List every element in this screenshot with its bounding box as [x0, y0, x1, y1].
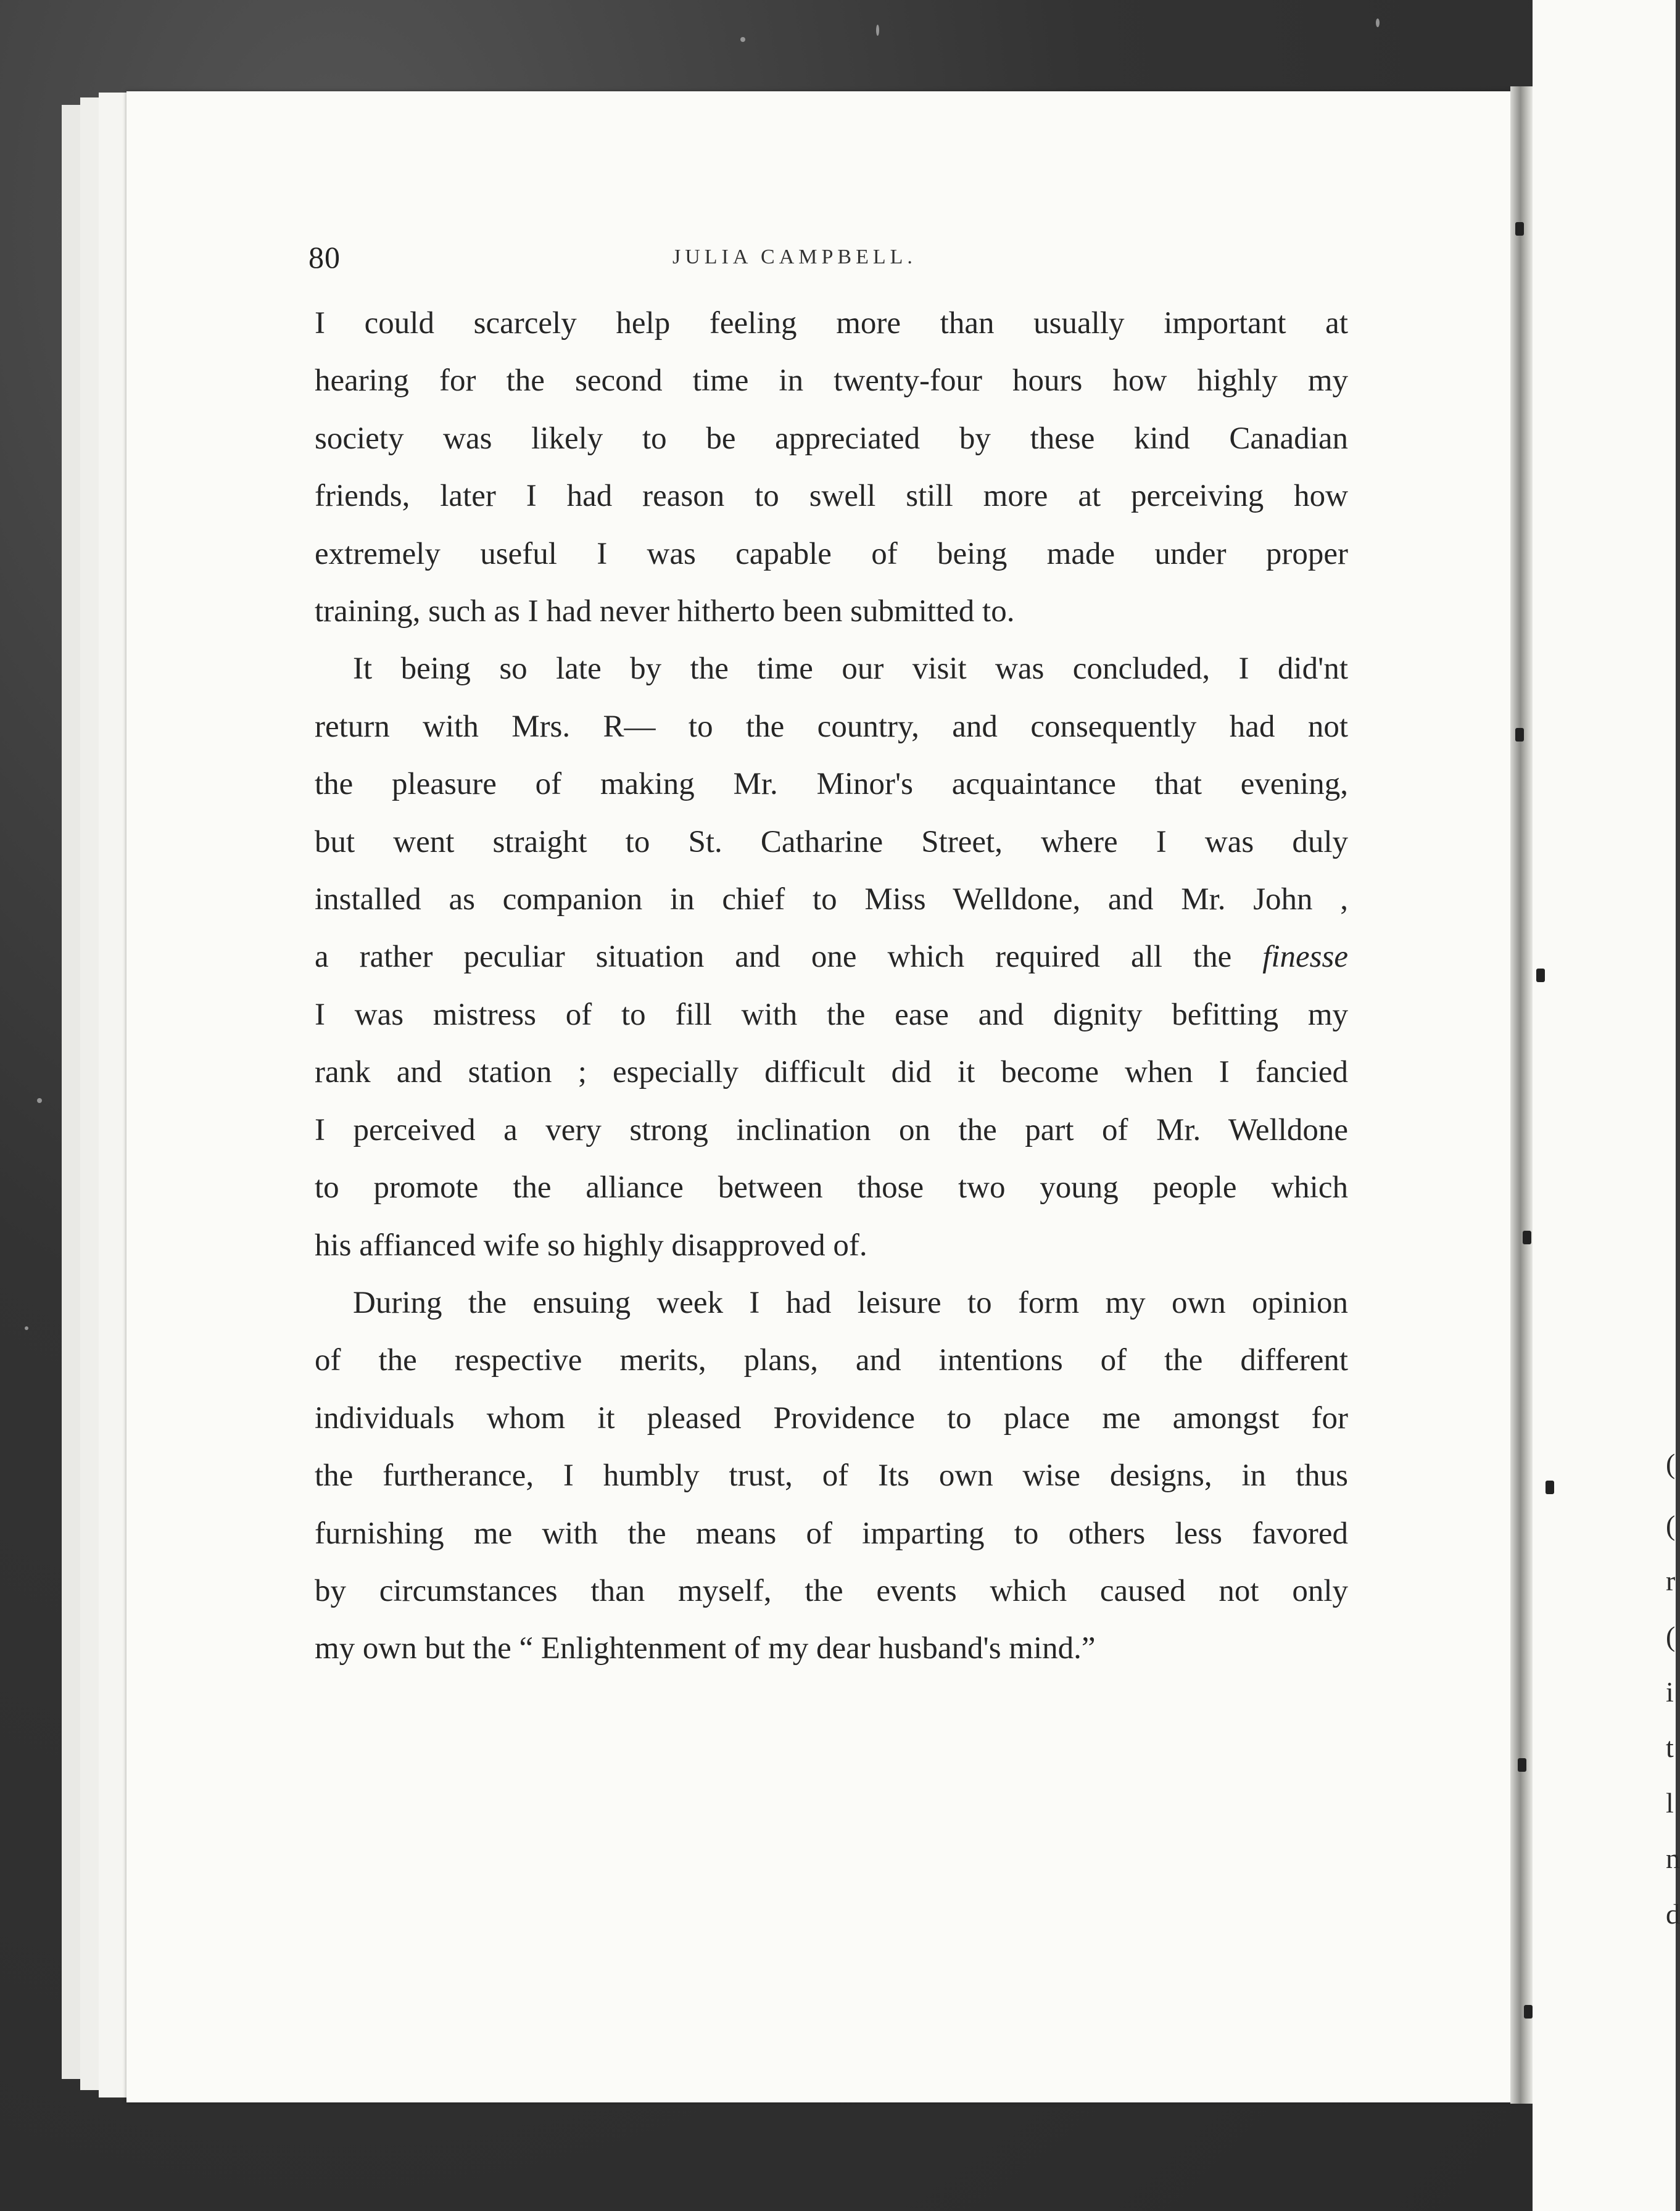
running-head: JULIA CAMPBELL.	[672, 246, 917, 268]
text-line: but went straight to St. Catharine Street, where I was duly	[315, 824, 1348, 859]
text-line: society was likely to be appreciated by these kind Canadian	[315, 421, 1348, 456]
text-line: furnishing me with the means of imparting to others less favored	[315, 1516, 1348, 1551]
dust-speck	[37, 1098, 42, 1103]
text-line: It being so late by the time our visit was concluded, I did'nt	[353, 651, 1348, 687]
text-line: hearing for the second time in twenty-four hours how highly my	[315, 363, 1348, 399]
binding-thread-mark	[1515, 728, 1524, 742]
dust-speck	[1376, 19, 1380, 27]
text-line: by circumstances than myself, the events which caused not only	[315, 1573, 1348, 1608]
facing-letter: r	[1666, 1565, 1676, 1597]
text-line: friends, later I had reason to swell still more at perceiving how	[315, 479, 1348, 514]
text-line: my own but the “ Enlightenment of my dear husband's mind.”	[315, 1631, 1096, 1666]
dust-speck	[876, 25, 879, 36]
italic-word: finesse	[1262, 940, 1348, 975]
text-line: individuals whom it pleased Providence to place me amongst for	[315, 1400, 1348, 1436]
text-line: his affianced wife so highly disapproved of.	[315, 1228, 867, 1263]
text-line: rank and station ; especially difficult did it become when I fancied	[315, 1055, 1348, 1090]
page-number: 80	[308, 240, 341, 275]
binding-thread-mark	[1518, 1758, 1526, 1772]
facing-page	[1533, 0, 1676, 2211]
binding-thread-mark	[1524, 2005, 1533, 2019]
facing-letter: d	[1666, 1898, 1680, 1930]
facing-letter: i	[1666, 1676, 1674, 1708]
text-line: the pleasure of making Mr. Minor's acquaintance that evening,	[315, 767, 1348, 802]
text-line: installed as companion in chief to Miss Welldone, and Mr. John ,	[315, 882, 1348, 917]
text-line-with-italic	[315, 928, 1348, 986]
binding-thread-mark	[1536, 969, 1545, 982]
body-text	[315, 295, 1348, 1678]
book-gutter	[1510, 86, 1533, 2104]
facing-letter: t	[1666, 1732, 1674, 1763]
text-line: the furtherance, I humbly trust, of Its own wise designs, in thus	[315, 1458, 1348, 1494]
text-line: return with Mrs. R— to the country, and consequently had not	[315, 709, 1348, 744]
text-line: training, such as I had never hitherto been submitted to.	[315, 594, 1015, 629]
dust-speck	[25, 1326, 28, 1330]
text-line: I perceived a very strong inclination on the part of Mr. Welldone	[315, 1112, 1348, 1147]
text-line: of the respective merits, plans, and intentions of the different	[315, 1343, 1348, 1378]
text-line: extremely useful I was capable of being made under proper	[315, 536, 1348, 571]
dust-speck	[740, 37, 745, 42]
facing-letter: n	[1666, 1843, 1680, 1874]
text-line: I could scarcely help feeling more than usually important at	[315, 306, 1348, 341]
text-segment: a rather peculiar situation and one which required all the	[315, 940, 1232, 975]
text-line: to promote the alliance between those two young people which	[315, 1170, 1348, 1205]
facing-letter: (	[1666, 1510, 1676, 1541]
facing-letter: l	[1666, 1787, 1674, 1819]
facing-letter: (	[1666, 1448, 1676, 1479]
binding-thread-mark	[1515, 222, 1524, 236]
facing-letter: (	[1666, 1621, 1676, 1652]
facing-page-text-fragment	[1666, 0, 1680, 2211]
text-line: I was mistress of to fill with the ease and dignity befitting my	[315, 997, 1348, 1032]
binding-thread-mark	[1523, 1231, 1531, 1244]
binding-thread-mark	[1546, 1481, 1554, 1494]
text-line: During the ensuing week I had leisure to form my own opinion	[353, 1285, 1348, 1320]
